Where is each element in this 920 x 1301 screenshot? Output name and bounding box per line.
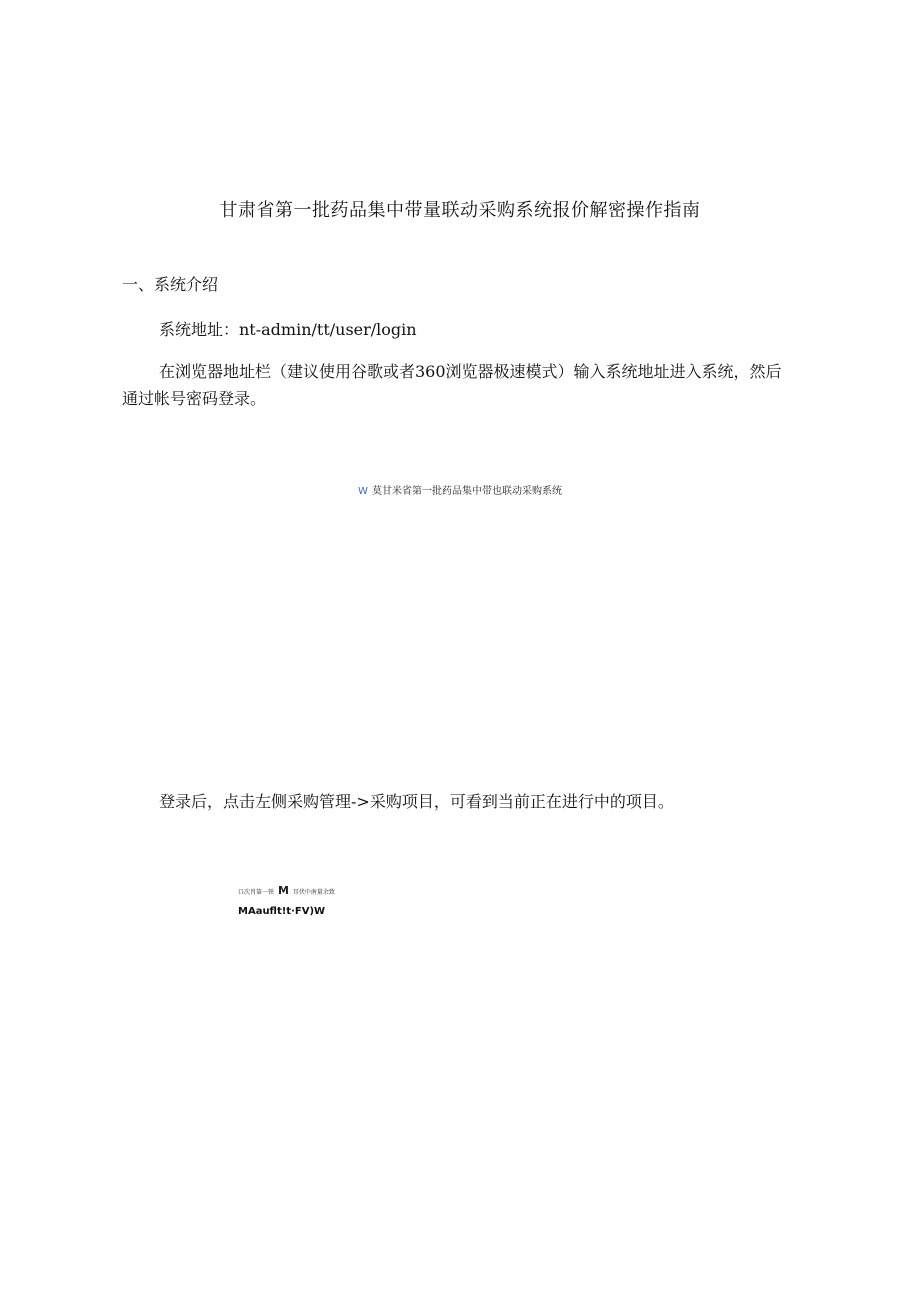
project-screenshot-header-prefix: 口次肖第一铁 bbox=[238, 889, 275, 896]
system-address-paragraph: 系统地址：nt-admin/tt/user/login bbox=[159, 320, 417, 339]
login-screenshot-caption bbox=[0, 482, 920, 497]
document-title: 甘肃省第一批药品集中带量联动采购系统报价解密操作指南 bbox=[219, 200, 701, 221]
section-heading-intro: 一、系统介绍 bbox=[122, 275, 219, 294]
browser-instructions-paragraph: 在浏览器地址栏（建议使用谷歌或者360浏览器极速模式）输入系统地址进入系统，然后通过帐号密码登录。 bbox=[122, 362, 782, 408]
system-logo-icon: W bbox=[357, 486, 368, 497]
project-screenshot-header-suffix: 耳伏中南量余致 bbox=[292, 889, 335, 896]
project-screenshot-subtitle: MAauflt!t·FV)W bbox=[238, 906, 326, 917]
project-screenshot-header-mark: M bbox=[277, 884, 289, 897]
after-login-paragraph: 登录后，点击左侧采购管理->采购项目，可看到当前正在进行中的项目。 bbox=[159, 792, 674, 811]
login-screenshot-system-name: 莫甘米省第一批药品集中带也联动采购系统 bbox=[372, 486, 563, 497]
project-screenshot-header bbox=[238, 884, 335, 897]
